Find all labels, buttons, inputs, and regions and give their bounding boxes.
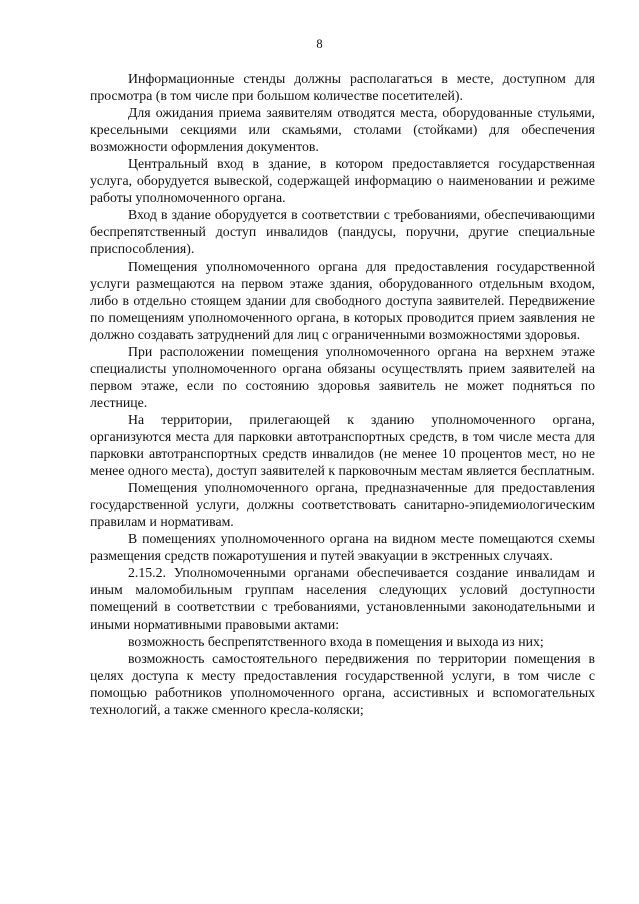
paragraph-independent-movement: возможность самостоятельного передвижения по территории помещения в целях доступа к месту предоставления государственной услуги, в том числе с помощью работников уполномоченного органа, ассистивных и вспомогательных технологий, а также сменного кресла-коляски; [90,650,595,717]
paragraph-free-entry-exit: возможность беспрепятственного входа в помещения и выхода из них; [128,633,544,649]
paragraph-evacuation-schemes: В помещениях уполномоченного органа на видном месте помещаются схемы размещения средств пожаротушения и путей эвакуации в экстренных случаях. [90,531,595,564]
paragraph-central-entrance: Центральный вход в здание, в котором предоставляется государственная услуга, оборудуется вывеской, содержащей информацию о наименовании и режиме работы уполномоченного органа. [90,156,595,206]
paragraph-waiting-places: Для ожидания приема заявителям отводятся места, оборудованные стульями, кресельными секциями или скамьями, столами (стойками) для обеспечения возможности оформления документов. [90,105,595,155]
paragraph-sanitary-rules: Помещения уполномоченного органа, предназначенные для предоставления государственной услуги, должны соответствовать санитарно-эпидемиологическим правилам и нормативам. [90,480,595,530]
page-number: 8 [316,37,323,51]
paragraph-section-2-15-2: 2.15.2. Уполномоченными органами обеспечивается создание инвалидам и иным маломобильным группам населения следующих условий доступности помещений в соответствии с требованиями, установленными законодательными и иными нормативными правовыми актами: [90,565,595,632]
paragraph-information-stands: Информационные стенды должны располагаться в месте, доступном для просмотра (в том числе при большом количестве посетителей). [90,71,595,104]
paragraph-building-entrance: Вход в здание оборудуется в соответствии с требованиями, обеспечивающими беспрепятственный доступ инвалидов (пандусы, поручни, другие специальные приспособления). [90,207,595,257]
paragraph-parking: На территории, прилегающей к зданию уполномоченного органа, организуются места для парковки автотранспортных средств, в том числе места для парковки автотранспортных средств инвалидов (не менее 10 процентов мест, но не менее одного места), доступ заявителей к парковочным местам является бесплатным. [90,411,595,479]
document-body [90,70,595,718]
paragraph-premises-location: Помещения уполномоченного органа для предоставления государственной услуги размещаются на первом этаже здания, оборудованного отдельным входом, либо в отдельно стоящем здании для свободного доступа заявителей. Передвижение по помещениям уполномоченного органа, в которых проводится прием заявления не должно создавать затруднений для лиц с ограниченными возможностями здоровья. [90,258,595,342]
paragraph-upper-floor: При расположении помещения уполномоченного органа на верхнем этаже специалисты уполномоченного органа обязаны осуществлять прием заявителей на первом этаже, если по состоянию здоровья заявитель не может подняться по лестнице. [90,343,595,410]
